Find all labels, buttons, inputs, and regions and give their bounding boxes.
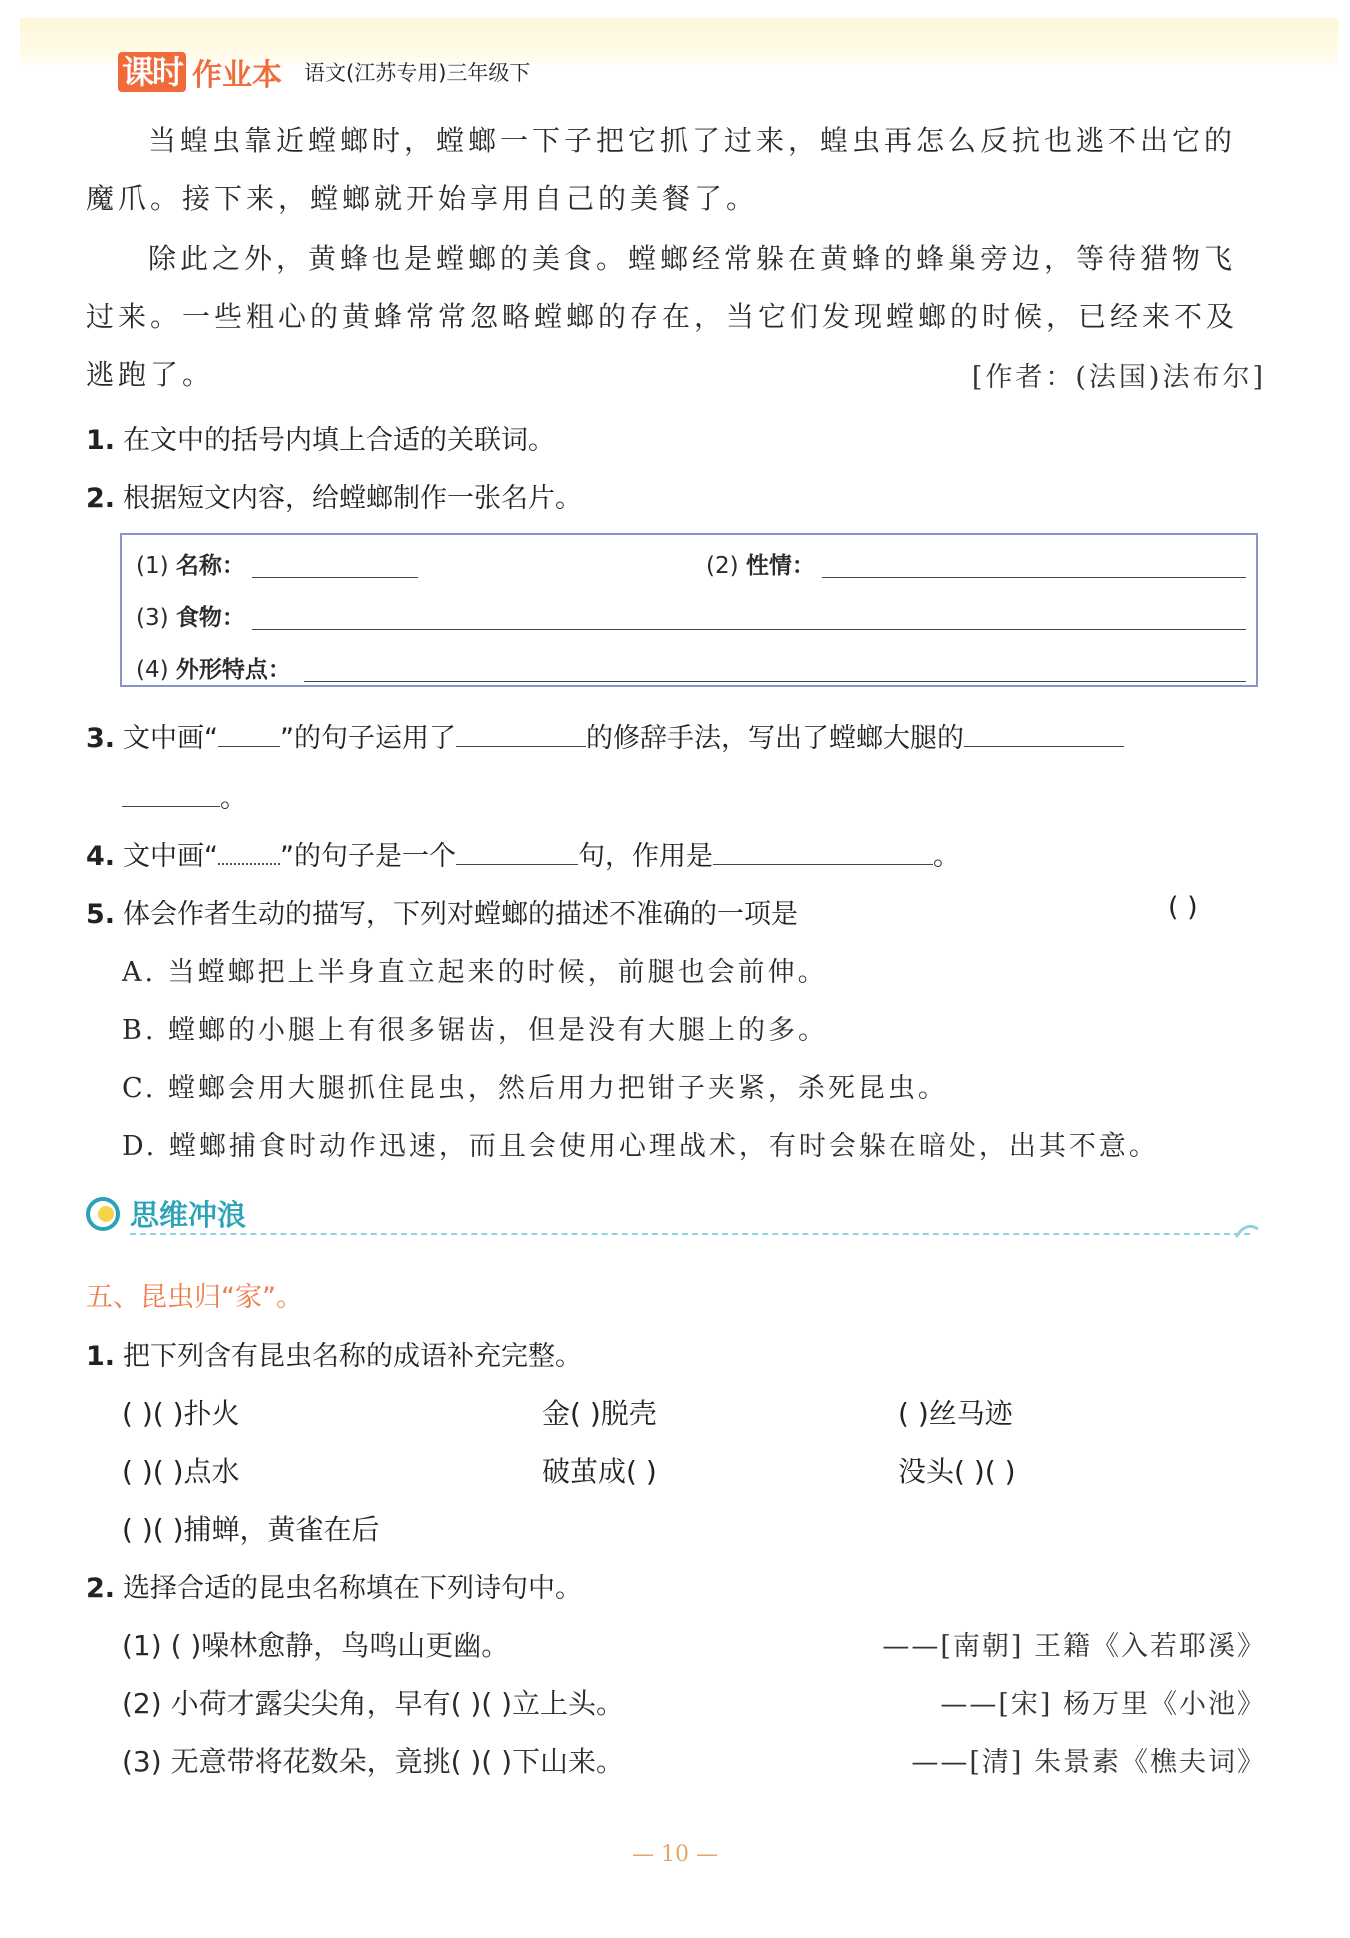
option-a[interactable]: A. 当螳螂把上半身直立起来的时候，前腿也会前伸。 xyxy=(122,957,828,988)
card-field-name: (1) 名称： xyxy=(136,553,245,579)
name-card xyxy=(120,533,1258,687)
option-b[interactable]: B. 螳螂的小腿上有很多锯齿，但是没有大腿上的多。 xyxy=(122,1015,829,1046)
page-header xyxy=(118,50,530,94)
question-3-continued: 。 xyxy=(122,776,247,815)
card-food-blank[interactable] xyxy=(252,629,1246,630)
idiom-item[interactable]: 金( )脱壳 xyxy=(542,1397,657,1430)
wave-end-icon xyxy=(1234,1219,1260,1239)
card-appearance-blank[interactable] xyxy=(304,681,1246,682)
question-3: 3. 文中画“ ”的句子运用了 的修辞手法，写出了螳螂大腿的 xyxy=(86,716,1124,755)
option-d[interactable]: D. 螳螂捕食时动作迅速，而且会使用心理战术，有时会躲在暗处，出其不意。 xyxy=(122,1131,1159,1162)
wavy-underline-marker xyxy=(218,849,280,865)
idiom-item[interactable]: ( )( )捕蝉，黄雀在后 xyxy=(122,1513,380,1546)
card-name-blank[interactable] xyxy=(252,577,418,578)
answer-blank[interactable] xyxy=(964,724,1124,747)
card-field-food: (3) 食物： xyxy=(136,605,245,631)
part5-question-2: 2. 选择合适的昆虫名称填在下列诗句中。 xyxy=(86,1573,583,1604)
underline-marker xyxy=(218,724,280,747)
poem-source-3: ——[清] 朱景素《樵夫词》 xyxy=(911,1747,1266,1778)
card-field-appearance: (4) 外形特点： xyxy=(136,657,291,683)
idiom-item[interactable]: ( )丝马迹 xyxy=(898,1397,1013,1430)
poem-line-1[interactable]: (1) ( )噪林愈静，鸟鸣山更幽。 xyxy=(122,1629,510,1662)
poem-line-2[interactable]: (2) 小荷才露尖尖角，早有( )( )立上头。 xyxy=(122,1687,625,1720)
section-divider xyxy=(130,1233,1250,1235)
answer-blank[interactable] xyxy=(713,842,933,865)
question-number: 2. xyxy=(86,483,116,514)
answer-blank[interactable] xyxy=(456,724,586,747)
answer-blank[interactable] xyxy=(122,784,220,807)
book-subtitle: 语文(江苏专用)三年级下 xyxy=(304,61,531,85)
question-text: 在文中的括号内填上合适的关联词。 xyxy=(123,425,556,456)
idiom-item[interactable]: ( )( )点水 xyxy=(122,1455,240,1488)
answer-blank[interactable] xyxy=(456,842,578,865)
poem-source-1: ——[南朝] 王籍《入若耶溪》 xyxy=(882,1631,1266,1662)
idiom-item[interactable]: 破茧成( ) xyxy=(542,1455,657,1488)
idiom-item[interactable]: 没头( )( ) xyxy=(898,1455,1016,1488)
card-temper-blank[interactable] xyxy=(822,577,1246,578)
brand-mark: 课时 xyxy=(118,52,186,92)
question-text: 根据短文内容，给螳螂制作一张名片。 xyxy=(123,483,583,514)
card-field-temper: (2) 性情： xyxy=(706,553,815,579)
option-c[interactable]: C. 螳螂会用大腿抓住昆虫，然后用力把钳子夹紧，杀死昆虫。 xyxy=(122,1073,948,1104)
answer-parentheses[interactable]: ( ) xyxy=(1168,892,1198,923)
poem-line-3[interactable]: (3) 无意带将花数朵，竟挑( )( )下山来。 xyxy=(122,1745,625,1778)
question-1 xyxy=(86,418,555,457)
part5-question-1: 1. 把下列含有昆虫名称的成语补充完整。 xyxy=(86,1341,583,1372)
question-5: 5. 体会作者生动的描写，下列对螳螂的描述不准确的一项是 xyxy=(86,899,799,930)
question-number: 1. xyxy=(86,425,116,456)
part-5-title: 五、昆虫归“家”。 xyxy=(86,1282,303,1313)
page-number: — 10 — xyxy=(632,1842,718,1867)
wave-swirl-icon xyxy=(84,1195,122,1233)
passage-author: [作者：(法国)法布尔] xyxy=(971,362,1266,393)
question-2 xyxy=(86,476,582,515)
section-header xyxy=(84,1193,1264,1233)
section-title: 思维冲浪 xyxy=(130,1198,247,1232)
brand-title: 作业本 xyxy=(192,58,283,93)
idiom-item[interactable]: ( )( )扑火 xyxy=(122,1397,240,1430)
question-4: 4. 文中画“ ”的句子是一个 句，作用是 。 xyxy=(86,841,961,872)
poem-source-2: ——[宋] 杨万里《小池》 xyxy=(940,1689,1266,1720)
passage-paragraph-2: 除此之外，黄蜂也是螳螂的美食。螳螂经常躲在黄蜂的蜂巢旁边，等待猎物飞过来。一些粗心的黄蜂常常忽略螳螂的存在，当它们发现螳螂的时候，已经来不及逃跑了。 xyxy=(86,242,1239,391)
passage-paragraph-1: 当蝗虫靠近螳螂时，螳螂一下子把它抓了过来，蝗虫再怎么反抗也逃不出它的魔爪。接下来，螳螂就开始享用自己的美餐了。 xyxy=(86,124,1237,215)
